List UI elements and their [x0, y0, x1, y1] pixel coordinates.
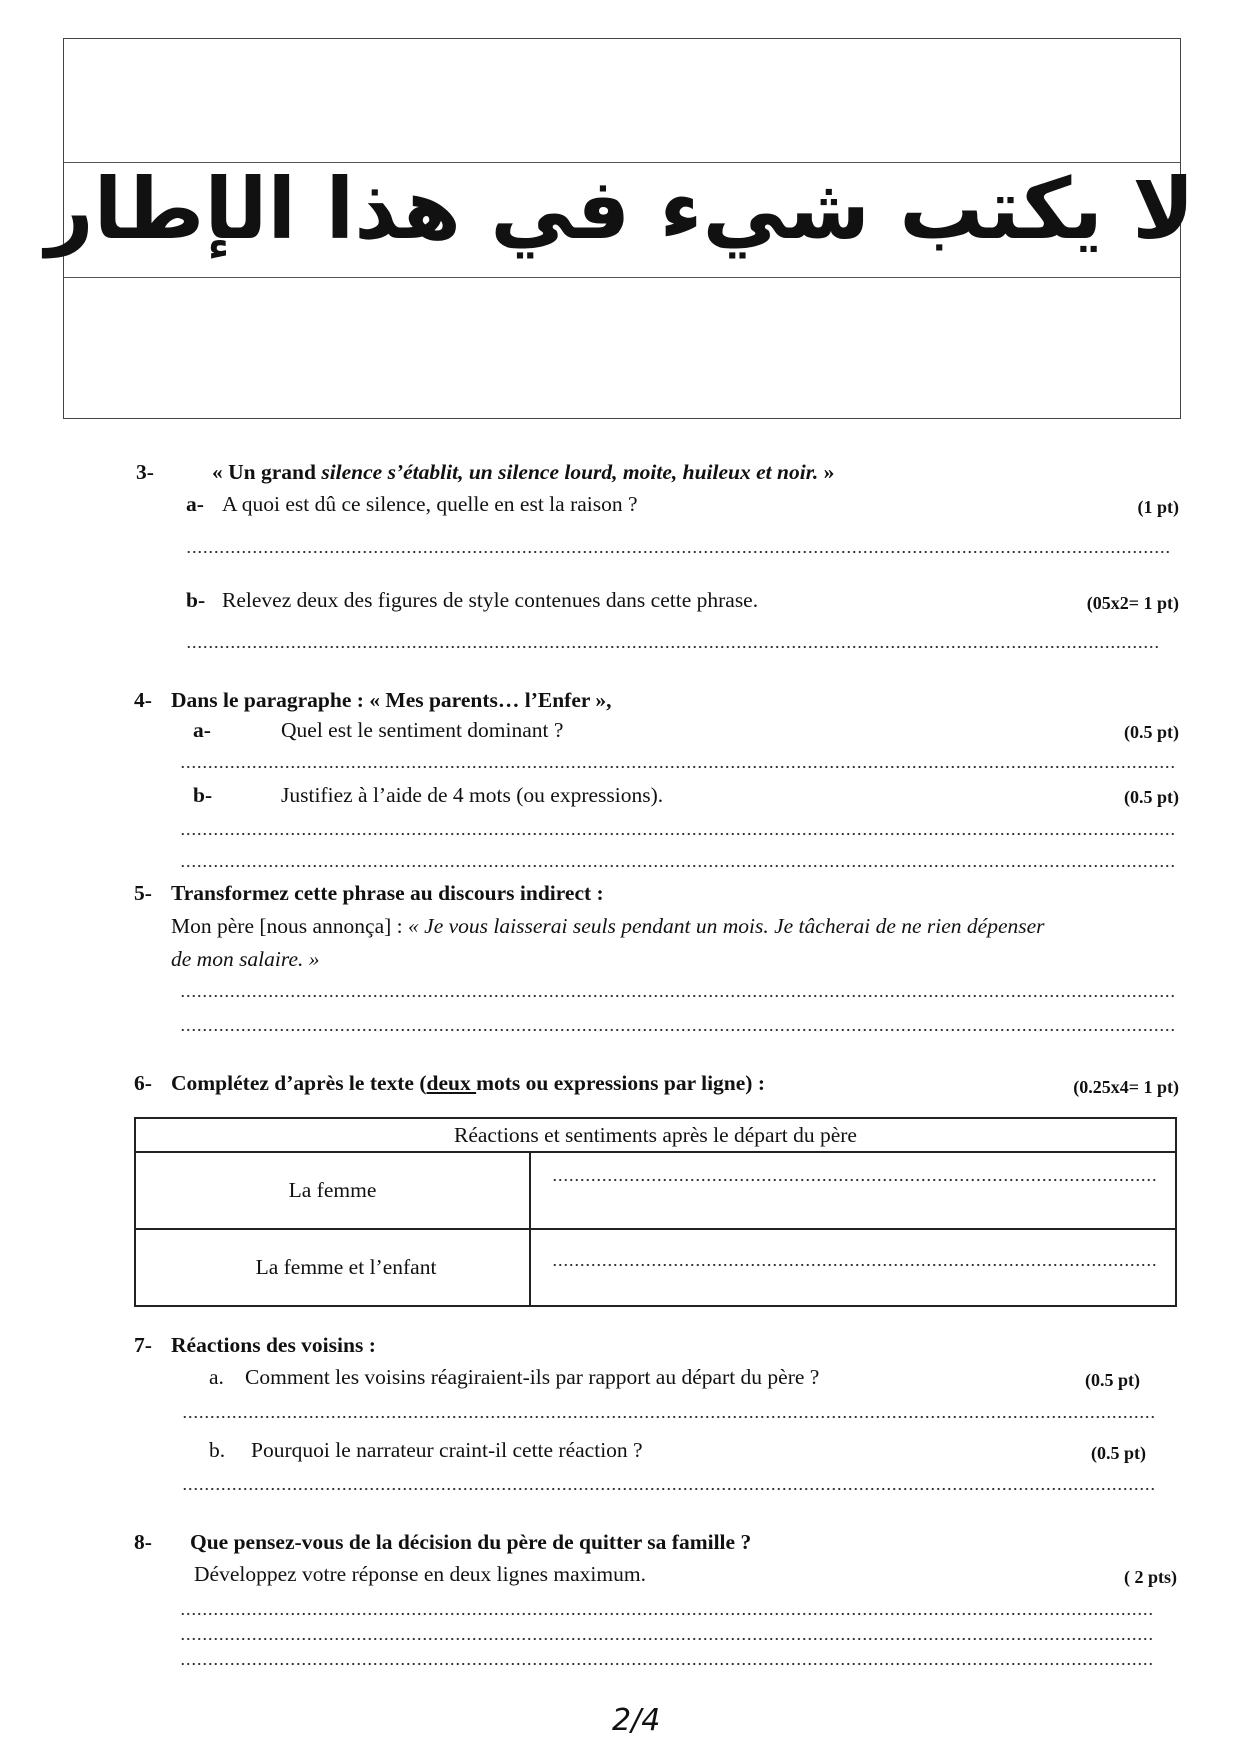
q7a-text: Comment les voisins réagiraient-ils par rapport au départ du père ?	[245, 1365, 820, 1389]
q8-answer-line-2[interactable]	[180, 1629, 1152, 1649]
q6-row-answer[interactable]	[530, 1229, 1176, 1306]
q7a-points: (0.5 pt)	[1085, 1370, 1140, 1390]
q8-answer-line-1[interactable]	[180, 1604, 1152, 1624]
q3a-points: (1 pt)	[1137, 497, 1179, 517]
q8-instruction: Développez votre réponse en deux lignes maximum.	[194, 1562, 646, 1586]
q6-row-label: La femme	[135, 1152, 530, 1229]
q7b-answer-line[interactable]	[182, 1479, 1154, 1499]
q5-answer-line-1[interactable]	[180, 986, 1176, 1006]
table-row	[135, 1152, 1176, 1229]
q3a-text: A quoi est dû ce silence, quelle en est la raison ?	[222, 492, 638, 516]
frame-divider-bottom	[64, 277, 1180, 278]
q7b-label: b.	[209, 1438, 226, 1462]
q5-sentence-line1: Mon père [nous annonça] : « Je vous laisserai seuls pendant un mois. Je tâcherai de ne rien dépenser	[171, 914, 1045, 938]
q4b-label: b-	[193, 783, 213, 807]
page-number: 2/4	[612, 1703, 661, 1738]
q6-table	[134, 1117, 1177, 1307]
table-row	[135, 1229, 1176, 1306]
q3b-answer-line[interactable]	[186, 637, 1158, 657]
q5-title: Transformez cette phrase au discours indirect :	[171, 881, 604, 905]
q7a-answer-line[interactable]	[182, 1407, 1154, 1427]
q8-number: 8-	[134, 1530, 152, 1554]
q3b-label: b-	[186, 588, 206, 612]
q3a-label: a-	[186, 492, 204, 516]
q5-number: 5-	[134, 881, 152, 905]
q6-title: Complétez d’après le texte (deux mots ou expressions par ligne) :	[171, 1071, 765, 1095]
q6-row-label: La femme et l’enfant	[135, 1229, 530, 1306]
q4a-label: a-	[193, 718, 211, 742]
q4-title: Dans le paragraphe : « Mes parents… l’Enfer »,	[171, 688, 612, 712]
q7b-points: (0.5 pt)	[1091, 1443, 1146, 1463]
q3-quote: « Un grand silence s’établit, un silence lourd, moite, huileux et noir. »	[212, 460, 835, 484]
q6-row-answer[interactable]	[530, 1152, 1176, 1229]
q4a-answer-line[interactable]	[180, 757, 1176, 777]
q4a-points: (0.5 pt)	[1124, 722, 1179, 742]
q8-answer-line-3[interactable]	[180, 1654, 1152, 1674]
q6-points: (0.25x4= 1 pt)	[1073, 1077, 1179, 1097]
q4a-text: Quel est le sentiment dominant ?	[281, 718, 564, 742]
q8-title: Que pensez-vous de la décision du père de quitter sa famille ?	[190, 1530, 752, 1554]
q3-number: 3-	[136, 460, 154, 484]
q4b-points: (0.5 pt)	[1124, 787, 1179, 807]
q7-number: 7-	[134, 1333, 152, 1357]
q3b-text: Relevez deux des figures de style contenues dans cette phrase.	[222, 588, 759, 612]
q7a-label: a.	[209, 1365, 224, 1389]
q7b-text: Pourquoi le narrateur craint-il cette réaction ?	[251, 1438, 643, 1462]
q4b-text: Justifiez à l’aide de 4 mots (ou expressions).	[281, 783, 664, 807]
q6-number: 6-	[134, 1071, 152, 1095]
q7-title: Réactions des voisins :	[171, 1333, 376, 1357]
q3b-points: (05x2= 1 pt)	[1086, 593, 1179, 613]
q4b-answer-line-2[interactable]	[180, 856, 1176, 876]
q8-points: ( 2 pts)	[1124, 1567, 1177, 1587]
q4b-answer-line-1[interactable]	[180, 824, 1176, 844]
q5-sentence-line2: de mon salaire. »	[171, 947, 320, 971]
q6-table-header: Réactions et sentiments après le départ du père	[135, 1118, 1176, 1152]
q4-number: 4-	[134, 688, 152, 712]
q3a-answer-line[interactable]	[186, 542, 1170, 562]
reserved-notice: لا يكتب شيء في هذا الإطار	[45, 160, 1195, 258]
q5-answer-line-2[interactable]	[180, 1020, 1176, 1040]
